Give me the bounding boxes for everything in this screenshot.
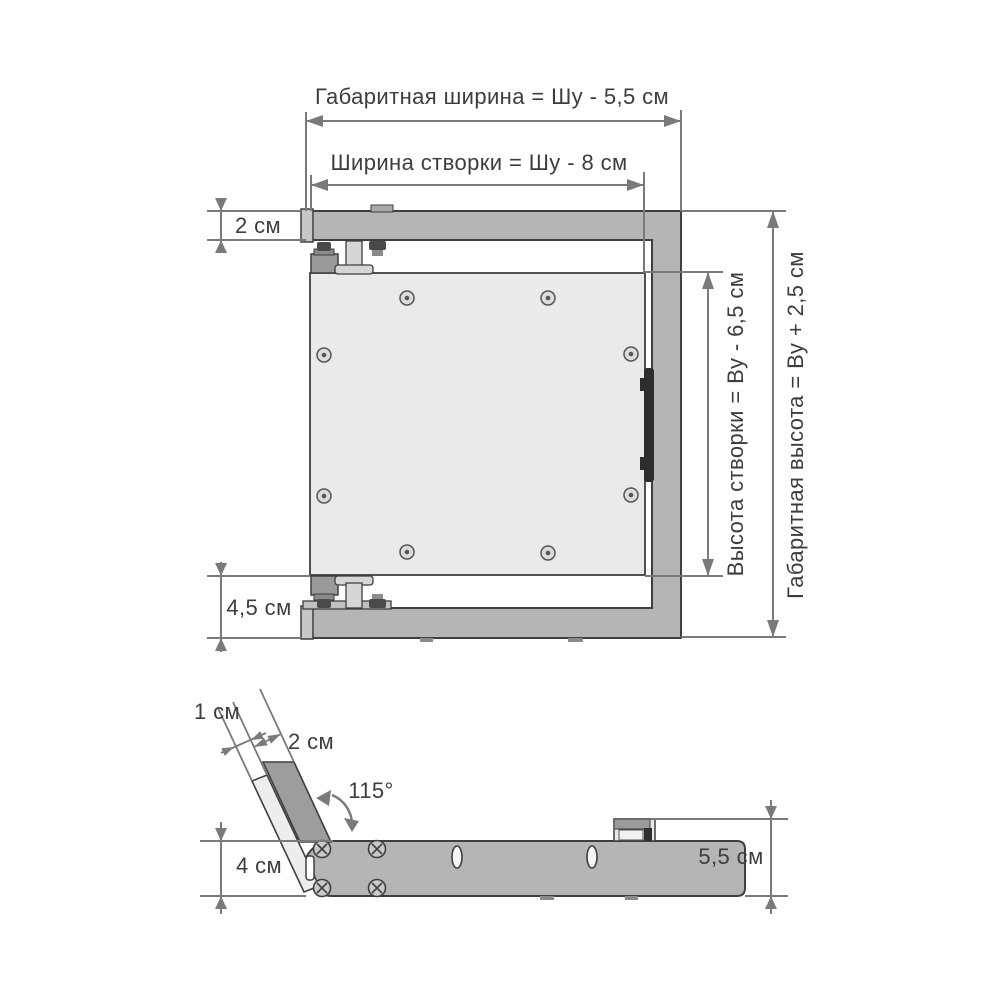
side-view [252, 762, 745, 900]
top-rail-end-cap [301, 209, 313, 242]
label-overall-depth: 5,5 см [698, 844, 764, 869]
gasket-mark [540, 896, 554, 900]
mounting-slot [587, 846, 597, 868]
label-sash-height: Высота створки = Ву - 6,5 см [723, 271, 748, 577]
gasket-mark [420, 638, 433, 642]
top-hinge [311, 241, 386, 274]
label-panel-thickness: 1 см [193, 699, 241, 724]
bottom-hinge [303, 576, 391, 609]
bottom-rail-end-cap [301, 606, 313, 639]
top-rail-bolt-tip [371, 205, 393, 212]
gasket-mark [625, 896, 638, 900]
hinge-knuckle-slot [306, 856, 314, 880]
latch-block [614, 819, 655, 841]
sash-panel [310, 273, 645, 575]
label-frame-depth: 4 см [235, 853, 283, 878]
label-opening-angle: 115° [348, 778, 394, 803]
mounting-slot [452, 846, 462, 868]
front-view [301, 205, 681, 642]
label-bottom-clearance: 4,5 см [226, 595, 292, 620]
label-sash-width: Ширина створки = Шу - 8 см [330, 150, 628, 175]
label-sash-profile: 2 см [287, 729, 335, 754]
gasket-mark [568, 638, 583, 642]
label-overall-height: Габаритная высота = Ву + 2,5 см [783, 251, 808, 599]
label-overall-width: Габаритная ширина = Шу - 5,5 см [314, 84, 670, 109]
label-rail-thickness: 2 см [234, 213, 282, 238]
